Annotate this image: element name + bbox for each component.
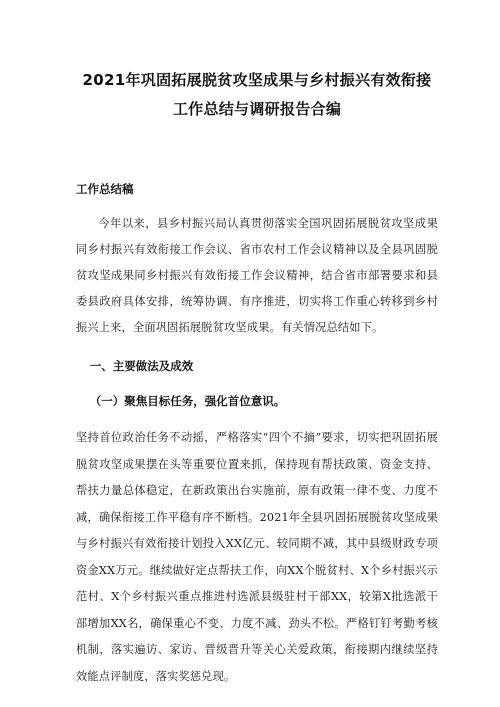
intro-paragraph: 今年以来，县乡村振兴局认真贯彻落实全国巩固拓展脱贫攻坚成果同乡村振兴有效衔接工作会议、省市农村工作会议精神以及全县巩固脱贫攻坚成果同乡村振兴有效衔接工作会议精神，结合省市部署要求和县委县政府具体安排，统筹协调、有序推进，切实将工作重心转移到乡村振兴上来，全面巩固拓展脱贫攻坚成果。有关情况总结如下。 bbox=[76, 217, 438, 334]
heading-level-2: （一）聚焦目标任务，强化首位意识。 bbox=[89, 394, 286, 408]
section-heading: 工作总结稿 bbox=[76, 182, 134, 196]
body-paragraph: 坚持首位政治任务不动摇，严格落实“四个不摘”要求，切实把巩固拓展脱贫攻坚成果摆在头等重要位置来抓，保持现有帮扶政策、资金支持、帮扶力量总体稳定，在新政策出台实施前，原有政策一律不变、力度不减，确保衔接工作平稳有序不断档。2021年全县巩固拓展脱贫攻坚成果与乡村振兴有效衔接计划投入XX亿元、较同期不减，其中县级财政专项资金XX万元。继续做好定点帮扶工作，向XX个脱贫村、X个乡村振兴示范村、X个乡村振兴重点推进村选派县级驻村干部XX，较第X批选派干部增加XX名，确保重心不变、力度不减、劲头不松。严格钉钉考勤考核机制，落实遍访、家访、晋级晋升等关心关爱政策，衔接期内继续坚持效能点评制度，落实奖惩兑现。 bbox=[76, 431, 438, 683]
document-title bbox=[76, 66, 438, 124]
document-title-line-2: 工作总结与调研报告合编 bbox=[172, 100, 342, 118]
heading-level-1: 一、主要做法及成效 bbox=[89, 359, 194, 373]
document-title-line-1: 2021年巩固拓展脱贫攻坚成果与乡村振兴有效衔接 bbox=[82, 71, 432, 89]
